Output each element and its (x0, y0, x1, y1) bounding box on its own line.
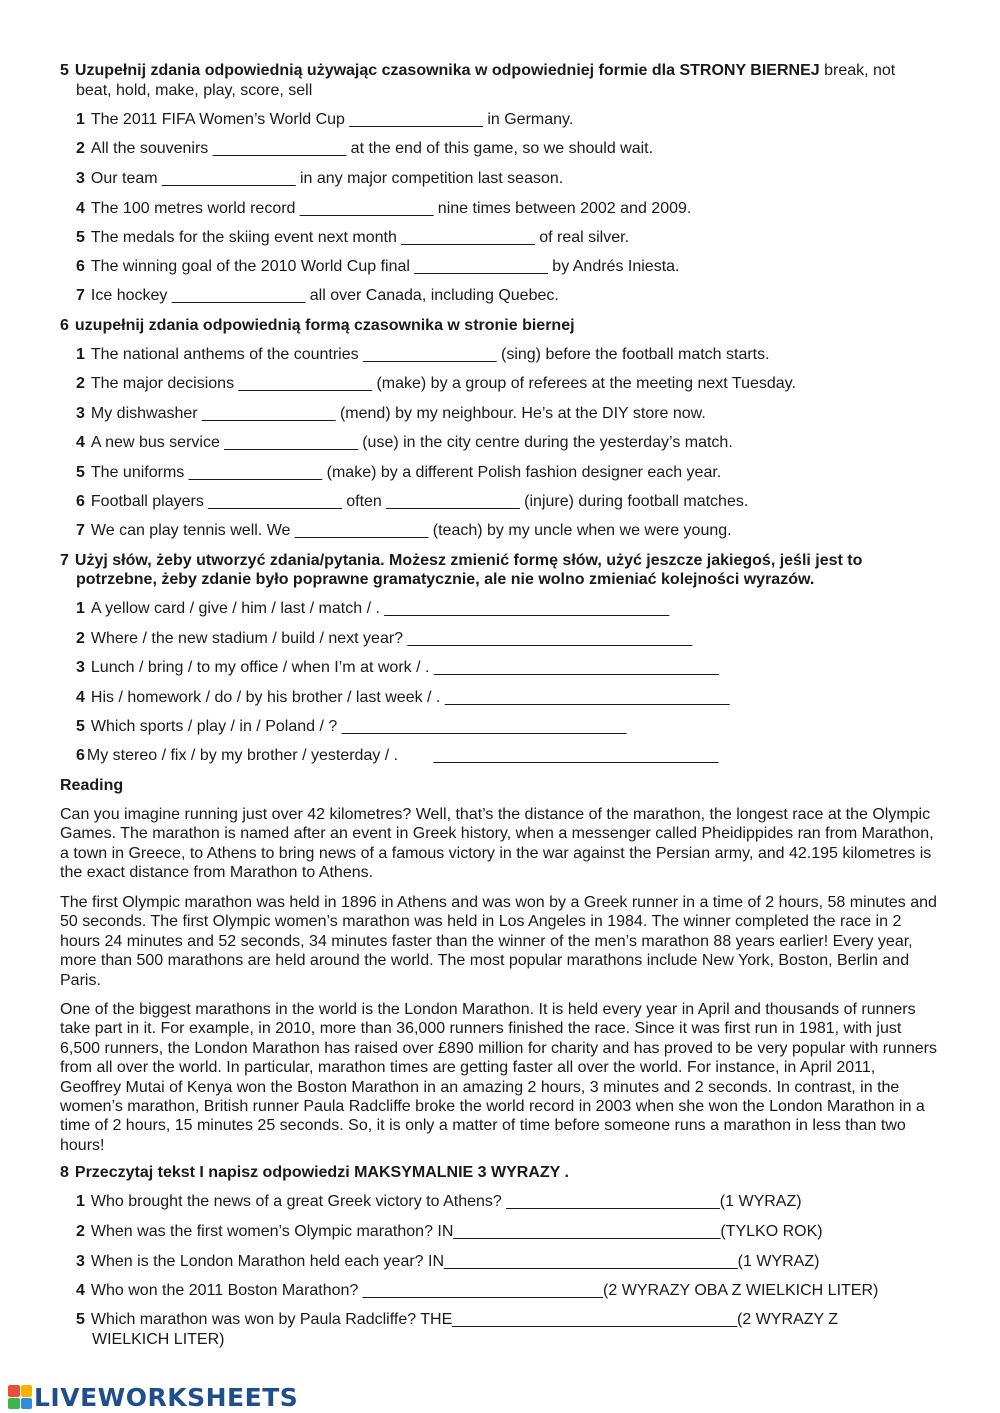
item-number: 6 (76, 493, 85, 510)
exercise-item (76, 688, 730, 707)
exercise-item (76, 1252, 819, 1271)
item-text: Our team _______________ in any major competition last season. (90, 170, 564, 187)
item-number: 4 (76, 434, 85, 451)
logo-text: LIVEWORKSHEETS (34, 1382, 299, 1412)
exercise-item (76, 404, 706, 423)
section-number: 6 (60, 317, 69, 334)
item-number: 2 (76, 1223, 85, 1240)
exercise-item (76, 1310, 838, 1329)
item-text: When was the first women’s Olympic marathon? IN______________________________(TYLKO ROK) (90, 1223, 823, 1240)
item-text: Where / the new stadium / build / next year? ________________________________ (90, 630, 693, 647)
logo-block (8, 1398, 20, 1410)
item-number: 2 (76, 630, 85, 647)
item-number: 2 (76, 375, 85, 392)
section-5-title (60, 61, 895, 80)
item-number: 5 (76, 1311, 85, 1328)
item-number: 4 (76, 1282, 85, 1299)
exercise-item (76, 1281, 878, 1300)
exercise-item (76, 228, 629, 247)
exercise-item (76, 169, 563, 188)
reading-paragraph-3: One of the biggest marathons in the world is the London Marathon. It is held every year in April and thousands of runners take part in it. For example, in 2010, more than 36,000 runners finished the race. Since it was first run in 1981, with just 6,500 runners, the London Marathon has raised over £890 million for charity and has proved to be very popular with runners from all over the world. In particular, marathon times are getting faster all over the world. For instance, in April 2011, Geoffrey Mutai of Kenya won the Boston Marathon in an amazing 2 hours, 3 minutes and 2 seconds. In contrast, in the women’s marathon, British runner Paula Radcliffe broke the world record in 2003 when she won the London Marathon in a time of 2 hours, 15 minutes 25 seconds. So, it is only a matter of time before someone runs a marathon in less than two hours! (60, 1001, 937, 1154)
item-number: 5 (76, 464, 85, 481)
liveworksheets-logo (8, 1382, 298, 1412)
exercise-item (76, 463, 721, 482)
item-text: The major decisions _______________ (make) by a group of referees at the meeting next Tuesday. (90, 375, 796, 392)
exercise-item (76, 629, 692, 648)
item-number: 6 (76, 258, 85, 275)
item-number: 7 (76, 287, 85, 304)
item-text: Which marathon was won by Paula Radcliffe? THE________________________________(2 WYRAZY Z (90, 1311, 839, 1328)
item-number: 1 (76, 346, 85, 363)
exercise-item (76, 1222, 823, 1241)
item-number: 5 (76, 718, 85, 735)
exercise-item (76, 521, 732, 540)
exercise-item (76, 345, 770, 364)
section-number: 8 (60, 1164, 69, 1181)
item-text: The uniforms _______________ (make) by a different Polish fashion designer each year. (90, 464, 722, 481)
logo-block (8, 1385, 20, 1397)
logo-block (21, 1385, 33, 1397)
item-number: 2 (76, 140, 85, 157)
item-number: 3 (76, 405, 85, 422)
item-number: 1 (76, 1193, 85, 1210)
item-number: 1 (76, 600, 85, 617)
section-6-title (60, 316, 575, 335)
item-text: Ice hockey _______________ all over Canada, including Quebec. (90, 287, 559, 304)
item-number: 3 (76, 170, 85, 187)
reading-paragraph-1: Can you imagine running just over 42 kilometres? Well, that’s the distance of the marathon, the longest race at the Olympic Games. The marathon is named after an event in Greek history, when a messenger called Pheidippides ran from Marathon, a town in Greece, to Athens to bring news of a famous victory in the war against the Persian army, and 42.195 kilometres is the exact distance from Marathon to Athens. (60, 806, 934, 882)
exercise-item-continued: WIELKICH LITER) (92, 1331, 225, 1348)
exercise-item (76, 199, 691, 218)
item-text: Which sports / play / in / Poland / ? ________________________________ (90, 718, 627, 735)
item-text: The national anthems of the countries _______________ (sing) before the football match starts. (90, 346, 770, 363)
exercise-item (76, 374, 796, 393)
exercise-item (76, 110, 573, 129)
item-number: 6 (76, 747, 85, 764)
item-text: When is the London Marathon held each year? IN_________________________________(1 WYRAZ) (90, 1253, 820, 1270)
item-text: Football players _______________ often _______________ (injure) during football matches. (90, 493, 749, 510)
item-text: All the souvenirs _______________ at the end of this game, so we should wait. (90, 140, 654, 157)
exercise-item (76, 433, 733, 452)
exercise-item (76, 658, 719, 677)
exercise-item (76, 139, 653, 158)
item-number: 3 (76, 1253, 85, 1270)
logo-block (21, 1398, 33, 1410)
verb-list: break, not (819, 62, 896, 79)
exercise-item (76, 746, 718, 765)
item-text: A new bus service _______________ (use) in the city centre during the yesterday’s match. (90, 434, 733, 451)
logo-blocks-icon (8, 1385, 32, 1409)
item-text: The 2011 FIFA Women’s World Cup _______________ in Germany. (90, 111, 574, 128)
item-text: The medals for the skiing event next month _______________ of real silver. (90, 229, 630, 246)
item-number: 5 (76, 229, 85, 246)
section-number: 7 (60, 552, 69, 569)
item-text: Who won the 2011 Boston Marathon? ___________________________(2 WYRAZY OBA Z WIELKICH LITER) (90, 1282, 879, 1299)
section-instruction-continued: potrzebne, żeby zdanie było poprawne gramatycznie, ale nie wolno zmieniać kolejności wyrazów. (76, 571, 815, 588)
section-instruction: Użyj słów, żeby utworzyć zdania/pytania. Możesz zmienić formę słów, użyć jeszcze jakiegoś, jeśli jest to (74, 552, 863, 569)
item-text: The winning goal of the 2010 World Cup final _______________ by Andrés Iniesta. (90, 258, 680, 275)
section-instruction: Uzupełnij zdania odpowiednią używając czasownika w odpowiedniej formie dla STRONY BIERNEJ (74, 62, 820, 79)
item-text: Who brought the news of a great Greek victory to Athens? ________________________(1 WYRAZ) (90, 1193, 802, 1210)
item-number: 4 (76, 689, 85, 706)
item-text: Lunch / bring / to my office / when I’m at work / . ________________________________ (90, 659, 719, 676)
reading-heading: Reading (60, 777, 124, 794)
section-8-title (60, 1163, 569, 1182)
exercise-item (76, 1192, 802, 1211)
exercise-item (76, 286, 559, 305)
verb-list-continued: beat, hold, make, play, score, sell (76, 82, 313, 99)
item-number: 4 (76, 200, 85, 217)
item-text: His / homework / do / by his brother / last week / . ________________________________ (90, 689, 730, 706)
exercise-item (76, 257, 679, 276)
item-text: My dishwasher _______________ (mend) by my neighbour. He’s at the DIY store now. (90, 405, 706, 422)
section-instruction: Przeczytaj tekst I napisz odpowiedzi MAKSYMALNIE 3 WYRAZY . (74, 1164, 569, 1181)
exercise-item (76, 492, 748, 511)
item-text: A yellow card / give / him / last / match / . ________________________________ (90, 600, 670, 617)
reading-paragraph-2: The first Olympic marathon was held in 1896 in Athens and was won by a Greek runner in a time of 2 hours, 58 minutes and 50 seconds. The first Olympic women’s marathon was held in Los Angeles in 1984. The winner completed the race in 2 hours 24 minutes and 52 seconds, 34 minutes faster than the winner of the men’s marathon 88 years earlier! Every year, more than 500 marathons are held around the world. The most popular marathons include New York, Boston, Berlin and Paris. (60, 894, 937, 989)
item-number: 3 (76, 659, 85, 676)
item-number: 1 (76, 111, 85, 128)
section-7-title (60, 551, 862, 570)
item-text: We can play tennis well. We _______________ (teach) by my uncle when we were young. (90, 522, 732, 539)
item-text: The 100 metres world record _______________ nine times between 2002 and 2009. (90, 200, 692, 217)
exercise-item (76, 717, 626, 736)
exercise-item (76, 599, 669, 618)
item-number: 7 (76, 522, 85, 539)
item-text: My stereo / fix / by my brother / yesterday / . ________________________________ (86, 747, 719, 764)
section-number: 5 (60, 62, 69, 79)
section-instruction: uzupełnij zdania odpowiednią formą czasownika w stronie biernej (74, 317, 575, 334)
